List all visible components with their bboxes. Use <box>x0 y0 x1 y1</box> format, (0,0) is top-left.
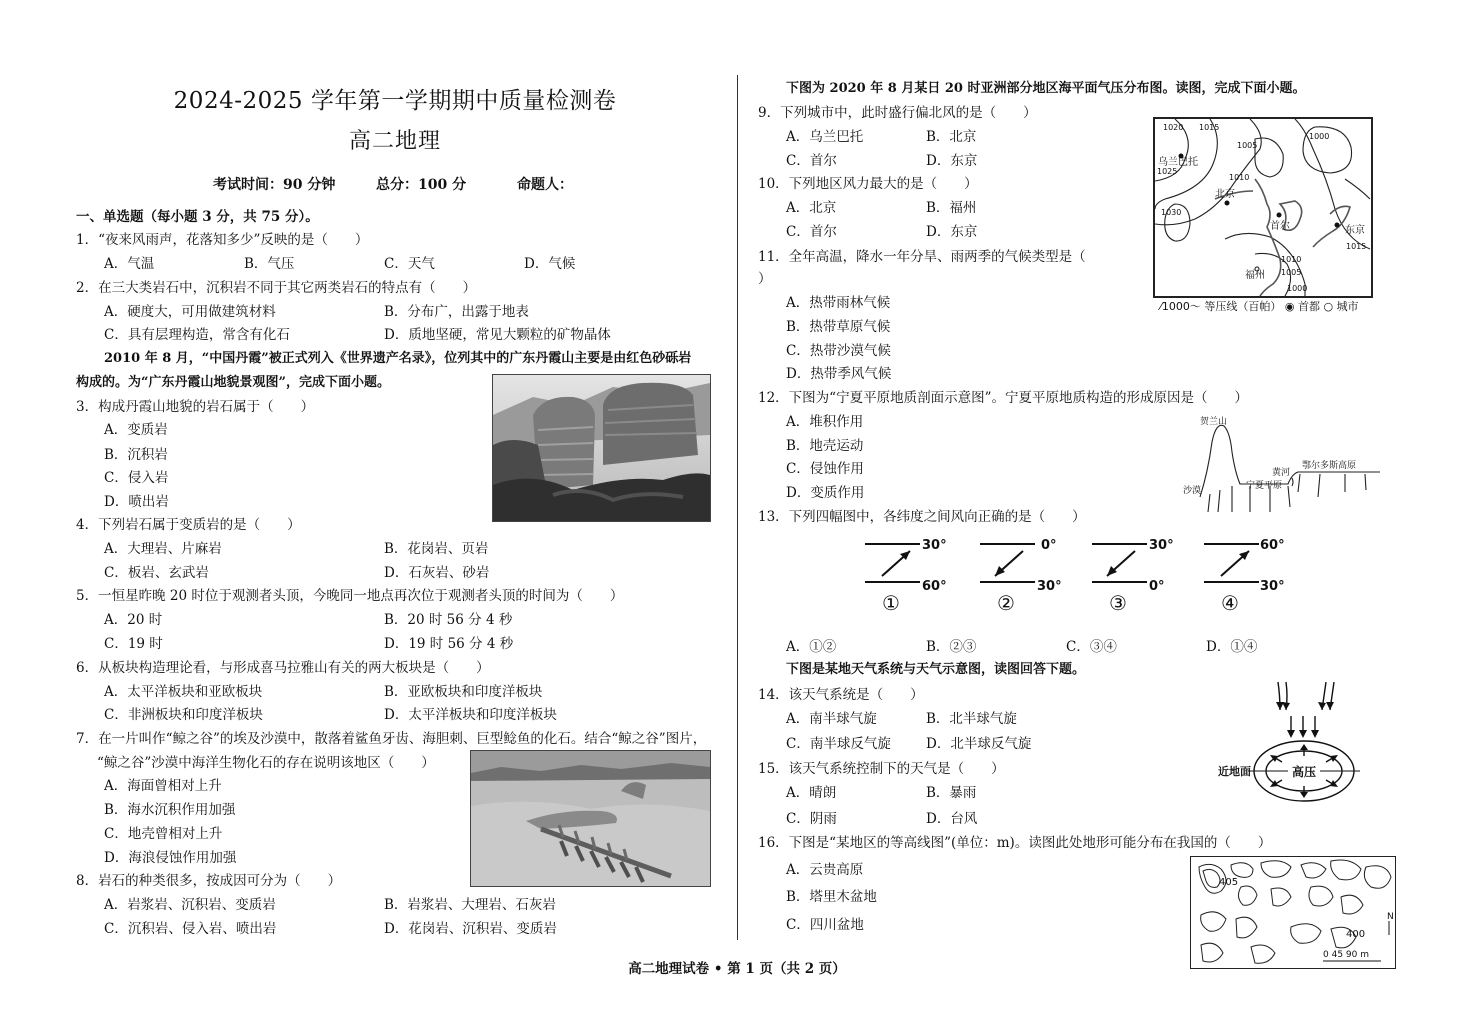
exam-title: 2024-2025 学年第一学期期中质量检测卷 <box>173 88 617 114</box>
city-legend-label: 城市 <box>1336 300 1359 313</box>
isobar-label-1030: 1030 <box>1161 208 1182 217</box>
q12-option-b[interactable]: B．地壳运动 <box>786 438 864 454</box>
q4-stem: 4．下列岩石属于变质岩的是（ ） <box>76 517 301 533</box>
q8-stem: 8．岩石的种类很多，按成因可分为（ ） <box>76 873 342 889</box>
wind-fig-4-num: ④ <box>1221 591 1239 615</box>
city-tokyo: 东京 <box>1345 225 1365 236</box>
whale-valley-photo <box>470 750 711 887</box>
q9-option-c[interactable]: C．首尔 <box>786 153 837 169</box>
q7-option-b[interactable]: B．海水沉积作用加强 <box>104 802 236 818</box>
q9-stem: 9．下列城市中，此时盛行偏北风的是（ ） <box>758 105 1037 121</box>
isobar-label-1020: 1020 <box>1163 123 1184 132</box>
q6-stem: 6．从板块构造理论看，与形成喜马拉雅山有关的两大板块是（ ） <box>76 660 490 676</box>
q3-option-b[interactable]: B．沉积岩 <box>104 447 168 463</box>
q2-stem: 2．在三大类岩石中，沉积岩不同于其它两类岩石的特点有（ ） <box>76 280 477 296</box>
q16-stem: 16．下图是“某地区的等高线图”(单位：m)。读图此处地形可能分布在我国的（ ） <box>758 835 1272 851</box>
q11-option-d[interactable]: D．热带季风气候 <box>786 366 892 382</box>
q10-option-a[interactable]: A．北京 <box>786 200 837 216</box>
q1-option-b[interactable]: B．气压 <box>244 256 295 272</box>
pressure-intro: 下图为 2020 年 8 月某日 20 时亚洲部分地区海平面气压分布图。读图，完成下面小题。 <box>786 81 1306 96</box>
q7-option-d[interactable]: D．海浪侵蚀作用加强 <box>104 850 237 866</box>
q14-option-a[interactable]: A．南半球气旋 <box>786 711 877 727</box>
wind-figures <box>860 532 1300 616</box>
q5-option-c[interactable]: C．19 时 <box>104 636 163 652</box>
city-beijing: 北京 <box>1215 189 1235 200</box>
wind-fig-3-bottom: 0° <box>1149 579 1165 594</box>
q13-option-b[interactable]: B．②③ <box>926 639 977 655</box>
isobar-label-1005: 1005 <box>1237 141 1258 150</box>
wind-fig-4-top: 60° <box>1260 538 1285 553</box>
q10-option-d[interactable]: D．东京 <box>926 224 978 240</box>
isobar-legend-label: 等压线（百帕） <box>1204 300 1282 313</box>
capital-legend-label: 首都 <box>1297 300 1320 313</box>
wind-fig-3-top: 30° <box>1149 538 1174 553</box>
profile-label-sand: 沙漠 <box>1183 486 1202 496</box>
wind-fig-2-num: ② <box>997 591 1015 615</box>
q5-option-d[interactable]: D．19 时 56 分 4 秒 <box>384 636 514 652</box>
ningxia-profile-figure <box>1180 412 1380 520</box>
profile-label-ningxia: 宁夏平原 <box>1246 481 1283 491</box>
wind-fig-1-bottom: 60° <box>922 579 947 594</box>
isobar-label-1010b: 1010 <box>1281 255 1302 264</box>
q14-option-b[interactable]: B．北半球气旋 <box>926 711 1017 727</box>
q5-stem: 5．一恒星昨晚 20 时位于观测者头顶，今晚同一地点再次位于观测者头顶的时间为（ ） <box>76 588 624 604</box>
q10-option-c[interactable]: C．首尔 <box>786 224 837 240</box>
q16-option-b[interactable]: B．塔里木盆地 <box>786 889 877 905</box>
q13-option-a[interactable]: A．①② <box>786 639 837 655</box>
column-divider <box>737 75 738 940</box>
q7-option-a[interactable]: A．海面曾相对上升 <box>104 778 222 794</box>
profile-label-ordos: 鄂尔多斯高原 <box>1302 461 1357 471</box>
isobar-label-1005b: 1005 <box>1281 268 1302 277</box>
q8-option-a[interactable]: A．岩浆岩、沉积岩、变质岩 <box>104 897 276 913</box>
danxia-intro-line2: 构成的。为“广东丹霞山地貌景观图”，完成下面小题。 <box>76 375 390 390</box>
contour-label-400: 400 <box>1346 929 1366 940</box>
q6-option-c[interactable]: C．非洲板块和印度洋板块 <box>104 707 263 723</box>
q15-option-b[interactable]: B．暴雨 <box>926 785 977 801</box>
city-fuzhou: 福州 <box>1245 270 1265 281</box>
q15-option-c[interactable]: C．阴雨 <box>786 811 837 827</box>
q12-stem: 12．下图为“宁夏平原地质剖面示意图”。宁夏平原地质构造的形成原因是（ ） <box>758 390 1248 406</box>
q5-option-a[interactable]: A．20 时 <box>104 612 163 628</box>
isobar-label-1000b: 1000 <box>1287 284 1308 293</box>
isobar-legend-wave: ～ <box>1189 300 1201 313</box>
north-label: N <box>1387 912 1394 922</box>
q6-option-b[interactable]: B．亚欧板块和印度洋板块 <box>384 684 543 700</box>
pressure-map <box>1153 117 1373 298</box>
total-score: 总分：100 分 <box>376 177 467 193</box>
q9-option-a[interactable]: A．乌兰巴托 <box>786 129 864 145</box>
q15-option-d[interactable]: D．台风 <box>926 811 978 827</box>
isobar-legend-sample: 1000 <box>1161 300 1190 313</box>
isobar-label-1000: 1000 <box>1309 132 1330 141</box>
high-pressure-label: 高压 <box>1292 765 1317 779</box>
q6-option-d[interactable]: D．太平洋板块和印度洋板块 <box>384 707 557 723</box>
wind-fig-1-top: 30° <box>922 538 947 553</box>
q4-option-c[interactable]: C．板岩、玄武岩 <box>104 565 209 581</box>
contour-map <box>1190 856 1396 969</box>
q10-option-b[interactable]: B．福州 <box>926 200 977 216</box>
q7-stem-line2: “鲸之谷”沙漠中海洋生物化石的存在说明该地区（ ） <box>97 755 435 771</box>
capital-legend-icon: ◉ <box>1284 300 1295 313</box>
isobar-label-1010: 1010 <box>1229 173 1250 182</box>
q13-stem: 13．下列四幅图中，各纬度之间风向正确的是（ ） <box>758 509 1086 525</box>
q14-stem: 14．该天气系统是（ ） <box>758 687 924 703</box>
q3-option-a[interactable]: A．变质岩 <box>104 422 168 438</box>
q5-option-b[interactable]: B．20 时 56 分 4 秒 <box>384 612 513 628</box>
q12-option-a[interactable]: A．堆积作用 <box>786 414 864 430</box>
q16-option-a[interactable]: A．云贵高原 <box>786 862 864 878</box>
q2-option-c[interactable]: C．具有层理构造，常含有化石 <box>104 327 290 343</box>
danxia-intro-line1: 2010 年 8 月，“中国丹霞”被正式列入《世界遗产名录》，位列其中的广东丹霞山主要是由红色砂砾岩 <box>104 351 692 366</box>
wind-fig-1-num: ① <box>882 591 900 615</box>
q14-option-c[interactable]: C．南半球反气旋 <box>786 736 891 752</box>
q8-option-c[interactable]: C．沉积岩、侵入岩、喷出岩 <box>104 921 277 937</box>
q12-option-c[interactable]: C．侵蚀作用 <box>786 461 864 477</box>
pressure-map-legend <box>1160 298 1359 314</box>
exam-subject: 高二地理 <box>348 129 441 154</box>
q7-stem-line1: 7．在一片叫作“鲸之谷”的埃及沙漠中，散落着鲨鱼牙齿、海胆刺、巨型鲶鱼的化石。结合“鲸之谷”图片， <box>76 731 707 747</box>
q9-option-b[interactable]: B．北京 <box>926 129 977 145</box>
isobar-legend-icon: ⁄ <box>1160 300 1162 313</box>
q8-option-b[interactable]: B．岩浆岩、大理岩、石灰岩 <box>384 897 556 913</box>
q15-stem: 15．该天气系统控制下的天气是（ ） <box>758 761 1005 777</box>
wind-fig-2-bottom: 30° <box>1037 579 1062 594</box>
wind-fig-3-num: ③ <box>1109 591 1127 615</box>
q11-option-b[interactable]: B．热带草原气候 <box>786 319 891 335</box>
isobar-label-1015: 1015 <box>1199 123 1220 132</box>
q3-stem: 3．构成丹霞山地貌的岩石属于（ ） <box>76 399 315 415</box>
wind-fig-2-top: 0° <box>1041 538 1057 553</box>
q4-option-a[interactable]: A．大理岩、片麻岩 <box>104 541 222 557</box>
q11-option-c[interactable]: C．热带沙漠气候 <box>786 343 891 359</box>
page-footer: 高二地理试卷 • 第 1 页（共 2 页） <box>628 961 846 977</box>
exam-time: 考试时间：90 分钟 <box>213 177 336 193</box>
contour-label-405: 405 <box>1219 877 1239 888</box>
author-label: 命题人： <box>517 177 573 193</box>
q2-option-d[interactable]: D．质地坚硬，常见大颗粒的矿物晶体 <box>384 327 611 343</box>
q11-stem-line2: ） <box>758 271 772 287</box>
q16-option-c[interactable]: C．四川盆地 <box>786 917 864 933</box>
q12-option-d[interactable]: D．变质作用 <box>786 485 865 501</box>
wind-fig-4-bottom: 30° <box>1260 579 1285 594</box>
q11-option-a[interactable]: A．热带雨林气候 <box>786 295 891 311</box>
q13-option-d[interactable]: D．①④ <box>1206 639 1258 655</box>
q11-stem-line1: 11．全年高温，降水一年分旱、雨两季的气候类型是（ <box>758 249 1086 265</box>
q10-stem: 10．下列地区风力最大的是（ ） <box>758 176 978 192</box>
q3-option-c[interactable]: C．侵入岩 <box>104 470 169 486</box>
city-legend-icon: ○ <box>1323 300 1334 313</box>
q3-option-d[interactable]: D．喷出岩 <box>104 494 169 510</box>
q6-option-a[interactable]: A．太平洋板块和亚欧板块 <box>104 684 263 700</box>
danxia-landform-photo <box>492 374 711 522</box>
city-ulaanbaatar: 乌兰巴托 <box>1158 157 1198 168</box>
ground-level-label: 近地面 <box>1218 765 1251 778</box>
q4-option-d[interactable]: D．石灰岩、砂岩 <box>384 565 490 581</box>
city-seoul: 首尔 <box>1270 221 1290 232</box>
weather-system-figure <box>1218 676 1368 816</box>
q1-stem: 1．“夜来风雨声，花落知多少”反映的是（ ） <box>76 232 369 248</box>
q13-option-c[interactable]: C．③④ <box>1066 639 1117 655</box>
q1-option-c[interactable]: C．天气 <box>384 256 435 272</box>
isobar-label-1025: 1025 <box>1157 167 1178 176</box>
q9-option-d[interactable]: D．东京 <box>926 153 978 169</box>
profile-label-helan: 贺兰山 <box>1200 417 1228 427</box>
q14-option-d[interactable]: D．北半球反气旋 <box>926 736 1032 752</box>
q2-option-a[interactable]: A．硬度大，可用做建筑材料 <box>104 304 276 320</box>
q8-option-d[interactable]: D．花岗岩、沉积岩、变质岩 <box>384 921 557 937</box>
q15-option-a[interactable]: A．晴朗 <box>786 785 837 801</box>
section-heading: 一、单选题（每小题 3 分，共 75 分）。 <box>76 209 319 225</box>
q1-option-a[interactable]: A．气温 <box>104 256 155 272</box>
isobar-label-1015b: 1015 <box>1346 242 1367 251</box>
q1-option-d[interactable]: D．气候 <box>524 256 576 272</box>
q2-option-b[interactable]: B．分布广，出露于地表 <box>384 304 529 320</box>
weather-intro: 下图是某地天气系统与天气示意图，读图回答下题。 <box>786 662 1086 677</box>
q7-option-c[interactable]: C．地壳曾相对上升 <box>104 826 223 842</box>
scale-label: 0 45 90 m <box>1323 950 1369 960</box>
q4-option-b[interactable]: B．花岗岩、页岩 <box>384 541 489 557</box>
profile-label-huanghe: 黄河 <box>1272 468 1291 478</box>
